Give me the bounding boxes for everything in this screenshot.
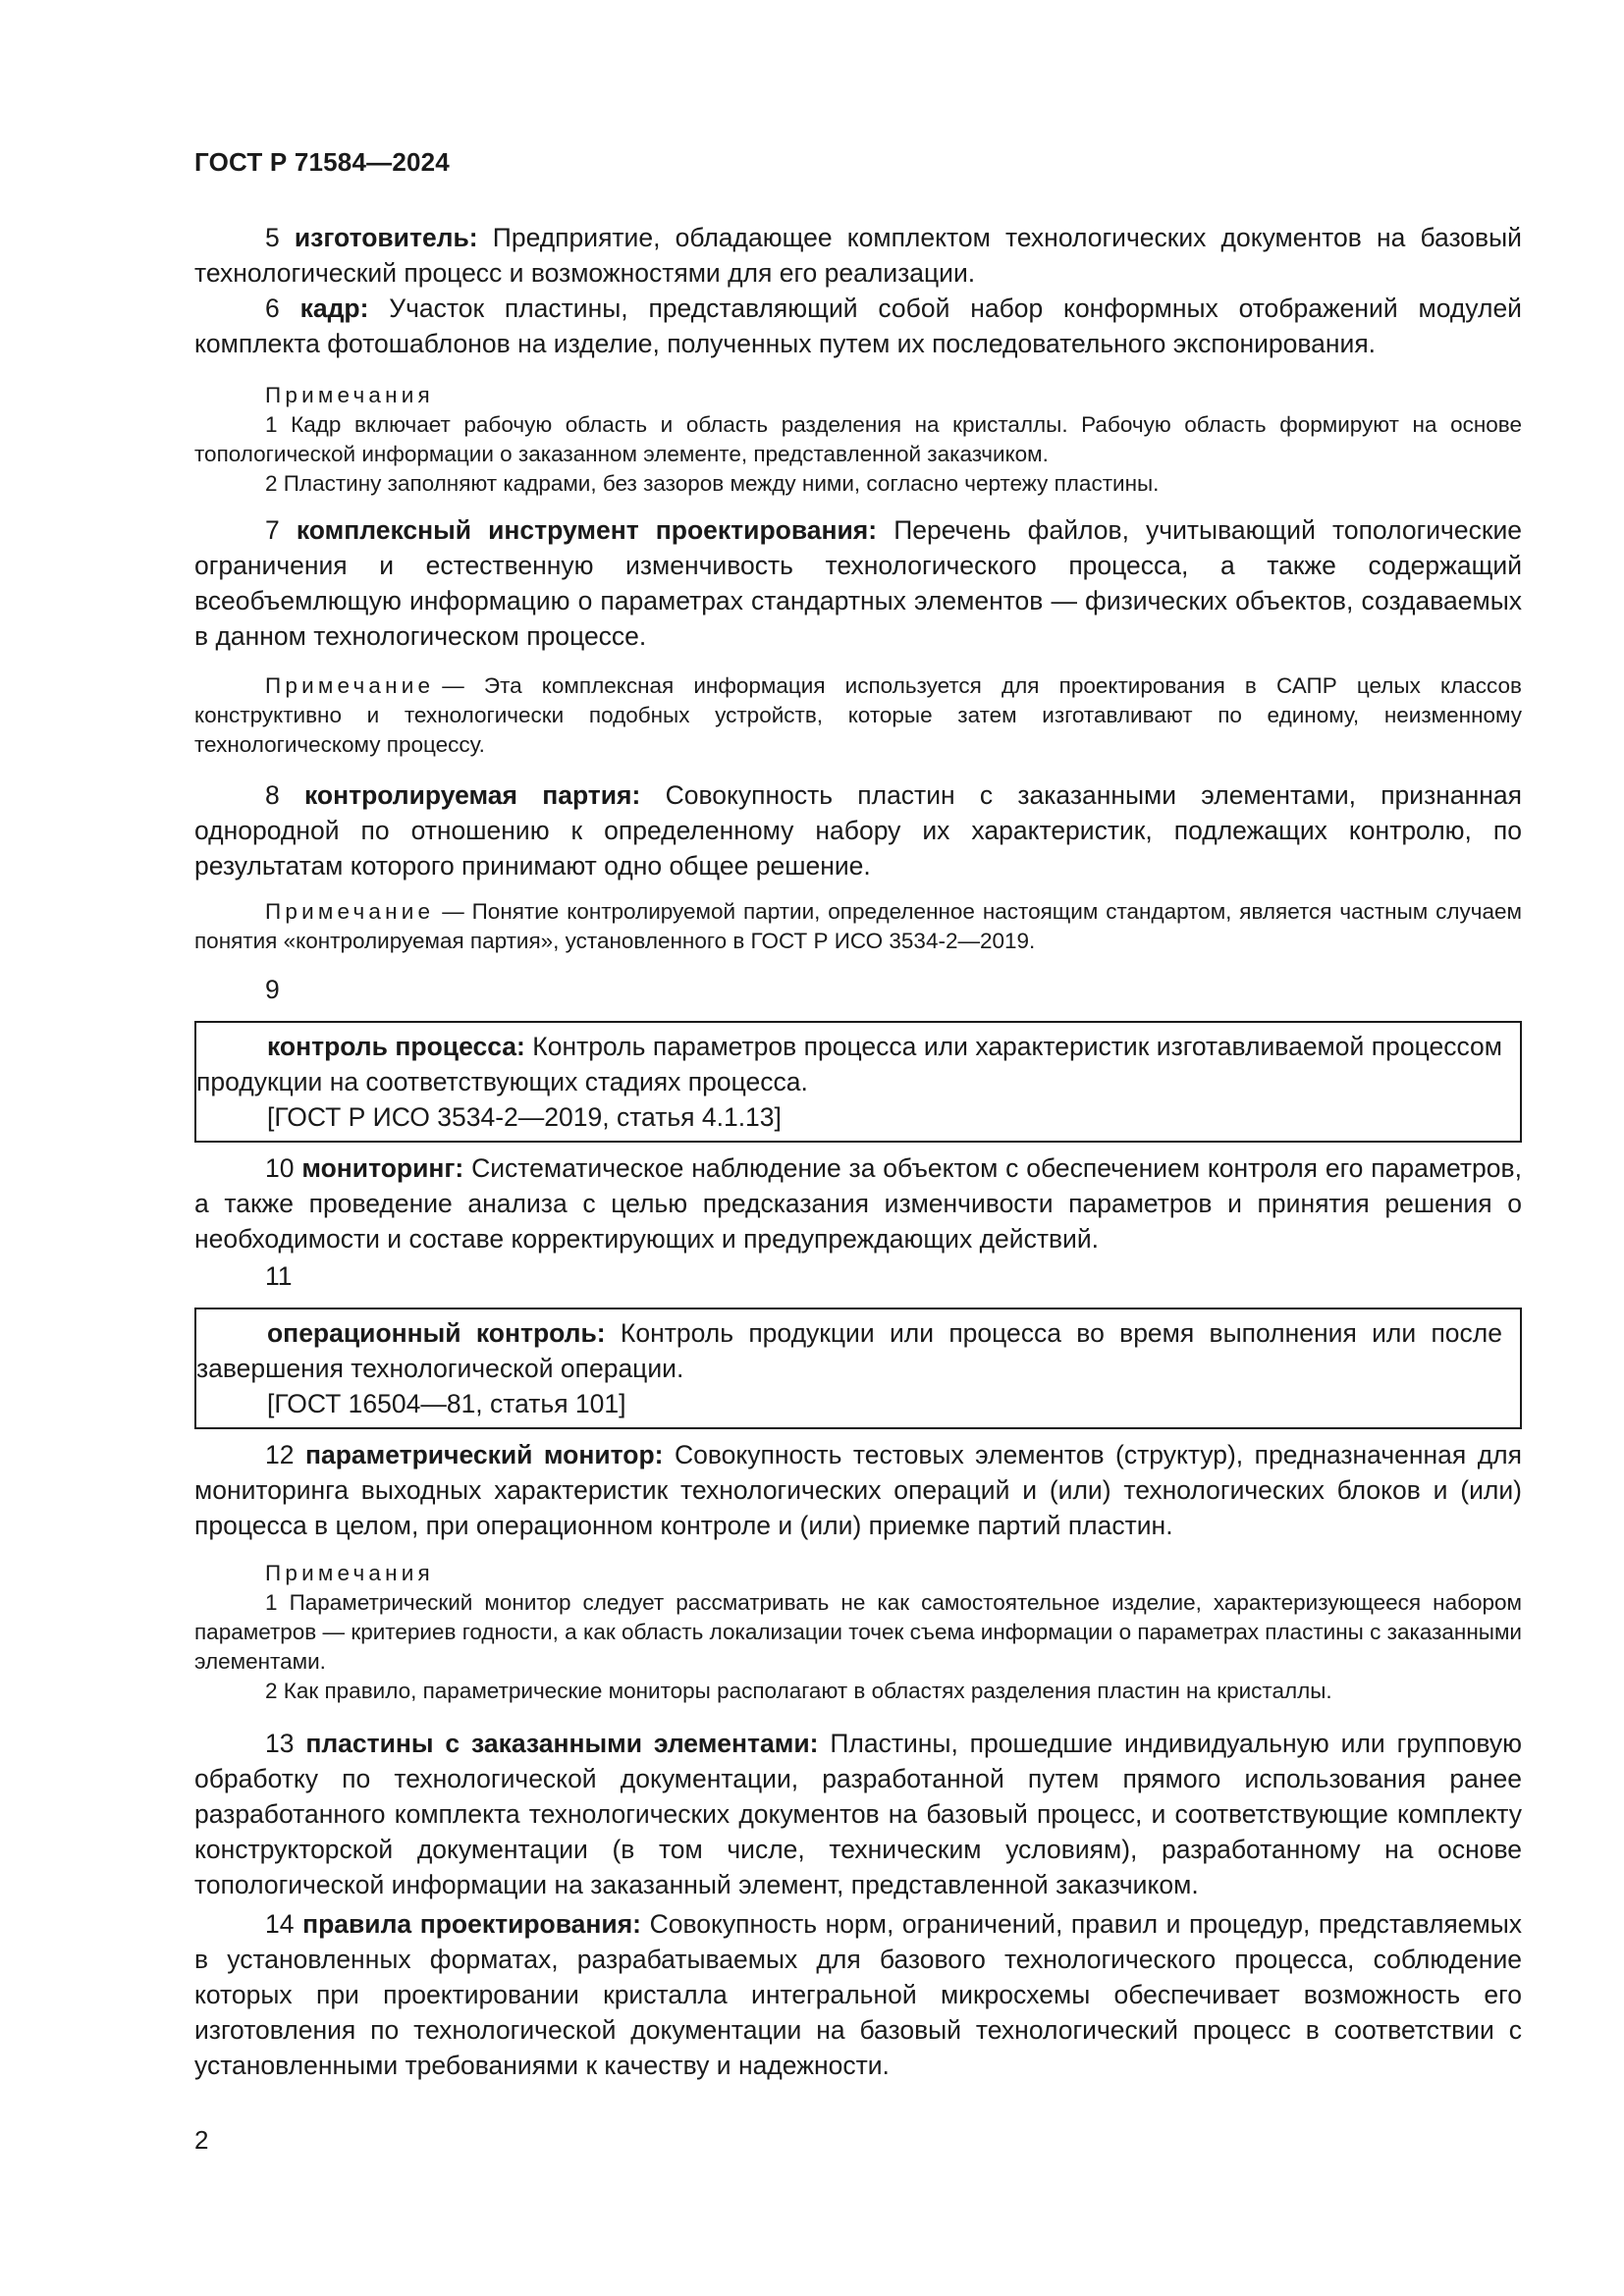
note-heading: Примечание (265, 899, 435, 924)
term-number: 5 (265, 223, 280, 252)
term-definition: Пластины, прошедшие индивидуальную или групповую обработку по технологической документации, разработанной путем прямого использования ранее разработанного комплекта технологических документов на базовый процесс, и соответствующие комплекту конструкторской документации (в том числе, техническим условиям), разработанному на основе топологической информации на заказанный элемент, представленной заказчиком. (194, 1729, 1522, 1899)
term-source: [ГОСТ 16504—81, статья 101] (267, 1389, 626, 1418)
term-entry-8 (194, 777, 1522, 883)
term-number: 7 (265, 515, 280, 545)
note-item (194, 897, 1522, 956)
term-entry-12 (194, 1437, 1522, 1543)
term-name: контролируемая партия: (303, 780, 641, 810)
term-entry-9 (196, 1029, 1502, 1099)
quoted-term-box-9 (194, 1021, 1522, 1143)
term-name: контроль процесса: (267, 1032, 525, 1061)
standard-title: ГОСТ Р 71584—2024 (194, 147, 450, 177)
term-name: мониторинг: (301, 1153, 464, 1183)
term-name: операционный контроль: (267, 1318, 606, 1348)
term-definition: Совокупность норм, ограничений, правил и процедур, представляемых в установленных форматах, разрабатываемых для базового технологического процесса, соблюдение которых при проектировании кристалла интегральной микросхемы обеспечивает возможность его изготовления по технологической документации на базовый технологический процесс в соответствии с установленными требованиями к качеству и надежности. (194, 1909, 1523, 2080)
notes-block-8 (194, 897, 1522, 956)
term-number-11: 11 (265, 1261, 293, 1291)
notes-block-6 (194, 381, 1522, 499)
term-definition: Совокупность тестовых элементов (структур), предназначенная для мониторинга выходных характеристик технологических операций и (или) технологических блоков и (или) процесса в целом, при операционном контроле и (или) приемке партий пластин. (194, 1440, 1522, 1540)
term-definition: Систематическое наблюдение за объектом с обеспечением контроля его параметров, а также проведение анализа с целью предсказания изменчивости параметров и принятия решения о необходимости и составе корректирующих и предупреждающих действий. (194, 1153, 1522, 1254)
term-definition: Контроль параметров процесса или характеристик изготавливаемой процессом продукции на соответствующих стадиях процесса. (196, 1032, 1502, 1096)
term-number: 13 (265, 1729, 295, 1758)
term-entry-7 (194, 512, 1522, 654)
note-item (194, 671, 1522, 760)
note-item: 1 Параметрический монитор следует рассматривать не как самостоятельное изделие, характеризующееся набором параметров — критериев годности, а как область локализации точек съема информации о параметрах пластины с заказанными элементами. (194, 1590, 1522, 1674)
note-item: 2 Пластину заполняют кадрами, без зазоров между ними, согласно чертежу пластины. (265, 471, 1160, 496)
note-text: — Понятие контролируемой партии, определенное настоящим стандартом, является частным случаем понятия «контролируемая партия», установленного в ГОСТ Р ИСО 3534-2—2019. (194, 899, 1522, 953)
notes-block-7 (194, 671, 1522, 760)
note-heading: Примечание (265, 673, 435, 698)
term-name: комплексный инструмент проектирования: (296, 515, 878, 545)
term-number: 6 (265, 294, 280, 323)
term-definition: Контроль продукции или процесса во время выполнения или после завершения технологической операции. (196, 1318, 1502, 1383)
term-number: 10 (265, 1153, 295, 1183)
note-item: 1 Кадр включает рабочую область и область разделения на кристаллы. Рабочую область формируют на основе топологической информации о заказанном элементе, представленной заказчиком. (194, 412, 1522, 466)
term-entry-10 (194, 1150, 1522, 1256)
term-name: параметрический монитор: (304, 1440, 664, 1469)
term-definition: Совокупность пластин с заказанными элементами, признанная однородной по отношению к определенному набору их характеристик, подлежащих контролю, по результатам которого принимают одно общее решение. (194, 780, 1522, 881)
notes-heading: Примечания (265, 383, 434, 407)
note-item: 2 Как правило, параметрические мониторы располагают в областях разделения пластин на кристаллы. (265, 1679, 1332, 1703)
notes-heading: Примечания (265, 1561, 434, 1585)
term-definition: Предприятие, обладающее комплектом технологических документов на базовый технологический процесс и возможностями для его реализации. (194, 223, 1522, 288)
term-entry-5 (194, 220, 1522, 291)
term-source: [ГОСТ Р ИСО 3534-2—2019, статья 4.1.13] (267, 1102, 782, 1132)
term-entry-13 (194, 1726, 1522, 1902)
page-number: 2 (194, 2125, 209, 2155)
notes-block-12 (194, 1559, 1522, 1706)
term-number: 12 (265, 1440, 295, 1469)
term-definition: Перечень файлов, учитывающий топологические ограничения и естественную изменчивость технологического процесса, а также содержащий всеобъемлющую информацию о параметрах стандартных элементов — физических объектов, создаваемых в данном технологическом процессе. (194, 515, 1522, 651)
term-number: 14 (265, 1909, 295, 1939)
term-name: правила проектирования: (302, 1909, 642, 1939)
term-entry-6 (194, 291, 1522, 361)
term-name: изготовитель: (294, 223, 478, 252)
quoted-term-box-11 (194, 1308, 1522, 1429)
note-text: — Эта комплексная информация используется для проектирования в САПР целых классов конструктивно и технологически подобных устройств, которые затем изготавливают по единому, неизменному технологическому процессу. (194, 673, 1522, 757)
term-definition: Участок пластины, представляющий собой набор конформных отображений модулей комплекта фотошаблонов на изделие, полученных путем их последовательного экспонирования. (194, 294, 1522, 358)
term-name: кадр: (299, 294, 369, 323)
term-name: пластины с заказанными элементами: (305, 1729, 819, 1758)
term-entry-14 (194, 1906, 1522, 2083)
document-body (194, 220, 1522, 2083)
document-header (194, 147, 450, 178)
term-entry-11 (196, 1315, 1502, 1386)
term-number-9: 9 (265, 975, 280, 1004)
term-number: 8 (265, 780, 280, 810)
